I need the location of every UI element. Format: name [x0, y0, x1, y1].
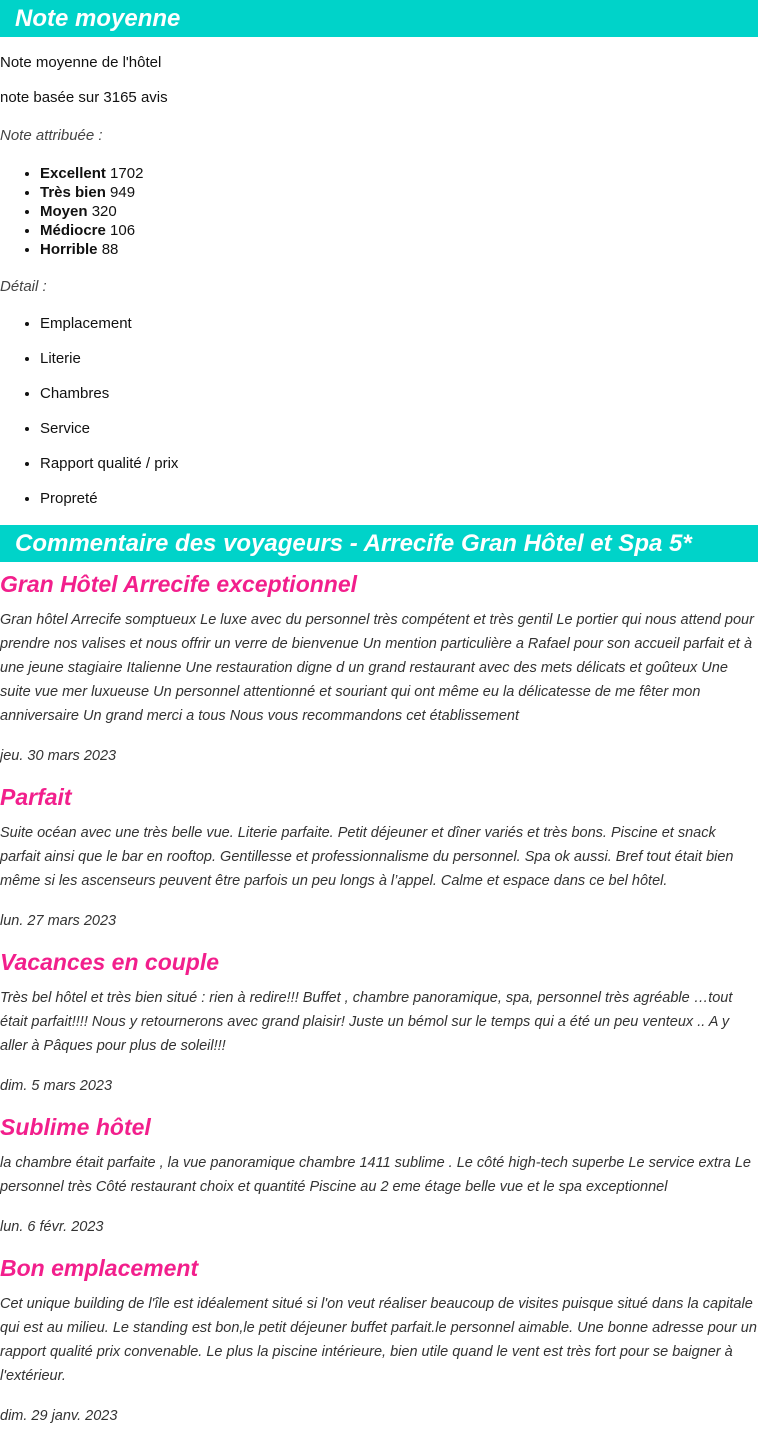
rating-label: Horrible — [40, 241, 98, 258]
rating-label: Médiocre — [40, 222, 106, 239]
review-title: Gran Hôtel Arrecife exceptionnel — [0, 571, 358, 597]
review-body: Très bel hôtel et très bien situé : rien à redire!!! Buffet , chambre panoramique, spa, personnel très agréable …tout était parfait!!!! Nous y retournerons avec grand plaisir! Juste un bémol sur le temps qui a été un peu venteux .. A y aller à Pâques pour plus de soleil!!! — [0, 990, 733, 1054]
rating-item-excellent — [40, 164, 758, 183]
rating-label: Moyen — [40, 203, 88, 220]
review-title: Bon emplacement — [0, 1255, 199, 1281]
review-title: Parfait — [0, 784, 72, 810]
review-body: Gran hôtel Arrecife somptueux Le luxe avec du personnel très compétent et très gentil Le portier qui nous attend pour prendre nos valises et nous offrir un verre de bienvenue Un mention particulière a Rafael pour son accueil parfait et à une jeune stagiaire Italienne Une restauration digne d un grand restaurant avec des mets délicats et goûteux Une suite vue mer luxueuse Un personnel attentionné et souriant qui ont même eu la délicatesse de me fêter mon anniversaire Un grand merci a tous Nous vous recommandons cet établissement — [0, 612, 754, 724]
rating-label: Excellent — [40, 165, 106, 182]
review-date: lun. 6 févr. 2023 — [0, 1219, 104, 1235]
rating-item-moyen — [40, 202, 758, 221]
detail-item-service: • Service — [40, 420, 758, 438]
review-count-text: note basée sur 3165 avis — [0, 89, 168, 106]
rating-count: 106 — [110, 222, 136, 239]
review-date: jeu. 30 mars 2023 — [0, 748, 117, 764]
rating-count: 88 — [101, 241, 119, 258]
detail-item-proprete: • Propreté — [40, 490, 758, 508]
detail-heading: Détail : — [0, 278, 47, 295]
ratings-heading: Note attribuée : — [0, 127, 103, 144]
note-moyenne-header: Note moyenne — [0, 0, 758, 37]
rating-count: 320 — [91, 203, 117, 220]
review-body: Suite océan avec une très belle vue. Literie parfaite. Petit déjeuner et dîner variés et très bons. Piscine et snack parfait ainsi que le bar en rooftop. Gentillesse et professionnalisme du personnel. Spa ok aussi. Bref tout était bien même si les ascenseurs peuvent être parfois un peu longs à l’appel. Calme et espace dans ce bel hôtel. — [0, 825, 734, 889]
rating-label: Très bien — [40, 184, 106, 201]
review-date: dim. 5 mars 2023 — [0, 1078, 113, 1094]
rating-item-horrible — [40, 240, 758, 259]
rating-item-mediocre — [40, 221, 758, 240]
review-date: lun. 27 mars 2023 — [0, 913, 117, 929]
review-title: Sublime hôtel — [0, 1114, 151, 1140]
comments-header: Commentaire des voyageurs - Arrecife Gran Hôtel et Spa 5* — [0, 525, 758, 562]
detail-item-chambres: • Chambres — [40, 385, 758, 403]
review-body: Cet unique building de l'île est idéalement situé si l'on veut réaliser beaucoup de visites puisque situé dans la capitale qui est au milieu. Le standing est bon,le petit déjeuner buffet parfait.le personnel aimable. Une bonne adresse pour un rapport qualité prix convenable. Le plus la piscine intérieure, bien utile quand le vent est très fort pour se baigner à l'extérieur. — [0, 1296, 757, 1384]
ratings-list — [0, 164, 758, 259]
review-date: dim. 29 janv. 2023 — [0, 1408, 118, 1424]
rating-count: 1702 — [110, 165, 144, 182]
review-item — [0, 1254, 758, 1425]
detail-item-emplacement: • Emplacement — [40, 315, 758, 333]
detail-list — [0, 315, 758, 508]
detail-item-literie: • Literie — [40, 350, 758, 368]
review-item — [0, 570, 758, 765]
review-item — [0, 948, 758, 1095]
review-body: la chambre était parfaite , la vue panoramique chambre 1411 sublime . Le côté high-tech superbe Le service extra Le personnel très Côté restaurant choix et quantité Piscine au 2 eme étage belle vue et le spa exceptionnel — [0, 1155, 751, 1195]
review-item — [0, 1113, 758, 1236]
detail-item-rapport-qualite-prix: • Rapport qualité / prix — [40, 455, 758, 473]
average-rating-label: Note moyenne de l'hôtel — [0, 54, 162, 71]
rating-item-tres-bien — [40, 183, 758, 202]
rating-count: 949 — [110, 184, 136, 201]
review-item — [0, 783, 758, 930]
review-title: Vacances en couple — [0, 949, 220, 975]
reviews-list — [0, 570, 758, 1425]
